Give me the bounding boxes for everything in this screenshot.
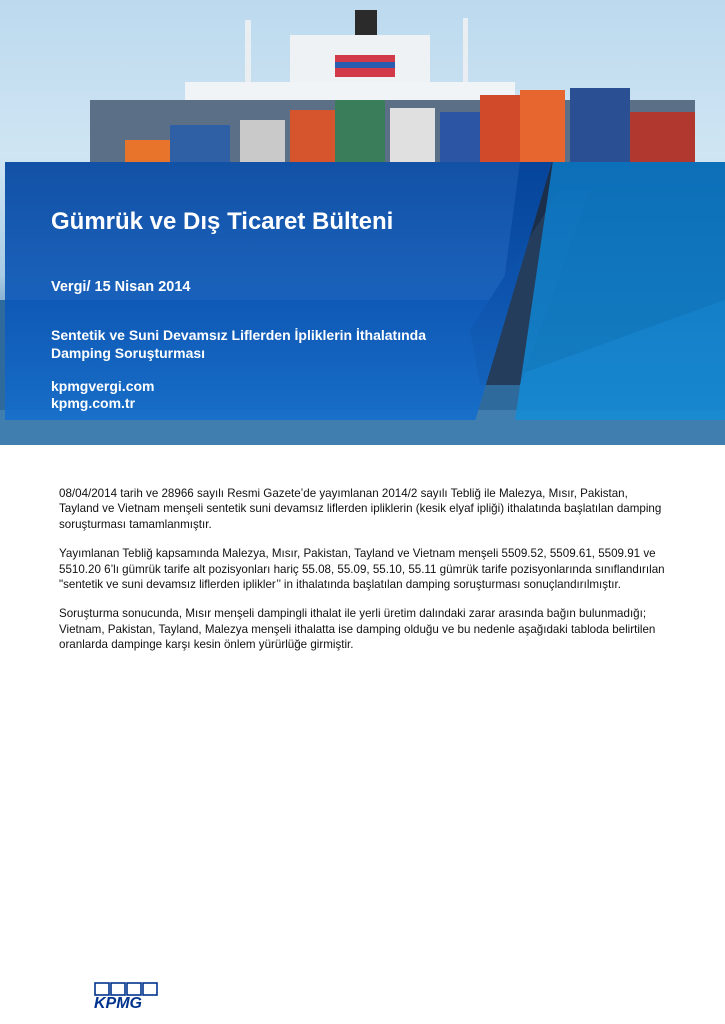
body-paragraph-3: Soruşturma sonucunda, Mısır menşeli dampingli ithalat ile yerli üretim dalındaki zarar arasında bağın bulunmadığı; Vietnam, Pakistan, Tayland, Malezya menşeli ithalatta ise damping olduğu ve bu nedenle aşağıdaki tabloda belirtilen oranlarda dampinge karşı kesin önlem yürürlüğe girmiştir. [59, 607, 656, 652]
website-links [51, 378, 154, 412]
bulletin-date: Vergi/ 15 Nisan 2014 [51, 279, 191, 295]
bulletin-body [59, 486, 665, 667]
body-paragraph-1: 08/04/2014 tarih ve 28966 sayılı Resmi Gazete’de yayımlanan 2014/2 sayılı Tebliğ ile Malezya, Mısır, Pakistan, Tayland ve Vietnam menşeli sentetik suni devamsız liflerden ipliklerin (kesik elyaf ipliği) ithalatında başlatılan damping soruşturması tamamlanmıştır. [59, 487, 662, 531]
bulletin-title: Gümrük ve Dış Ticaret Bülteni [51, 208, 394, 235]
svg-text:KPMG: KPMG [94, 995, 142, 1010]
link-kpmg-com-tr[interactable]: kpmg.com.tr [51, 395, 136, 411]
bulletin-subject [51, 326, 471, 362]
subject-line-1: Sentetik ve Suni Devamsız Liflerden İpliklerin İthalatında [51, 327, 426, 343]
body-paragraph-2: Yayımlanan Tebliğ kapsamında Malezya, Mısır, Pakistan, Tayland ve Vietnam menşeli 5509.52, 5509.61, 5509.91 ve 5510.20 6’lı gümrük tarife alt pozisyonları hariç 55.08, 55.09, 55.10, 55.11 gümrük tarife pozisyonlarında sınıflandırılan "sentetik ve suni devamsız liflerden iplikler’’ in ithalatında başlatılan damping soruşturması sonuçlandırılmıştır. [59, 547, 665, 592]
kpmg-logo [92, 982, 164, 1015]
subject-line-2: Damping Soruşturması [51, 345, 206, 361]
link-kpmgvergi[interactable]: kpmgvergi.com [51, 378, 155, 394]
